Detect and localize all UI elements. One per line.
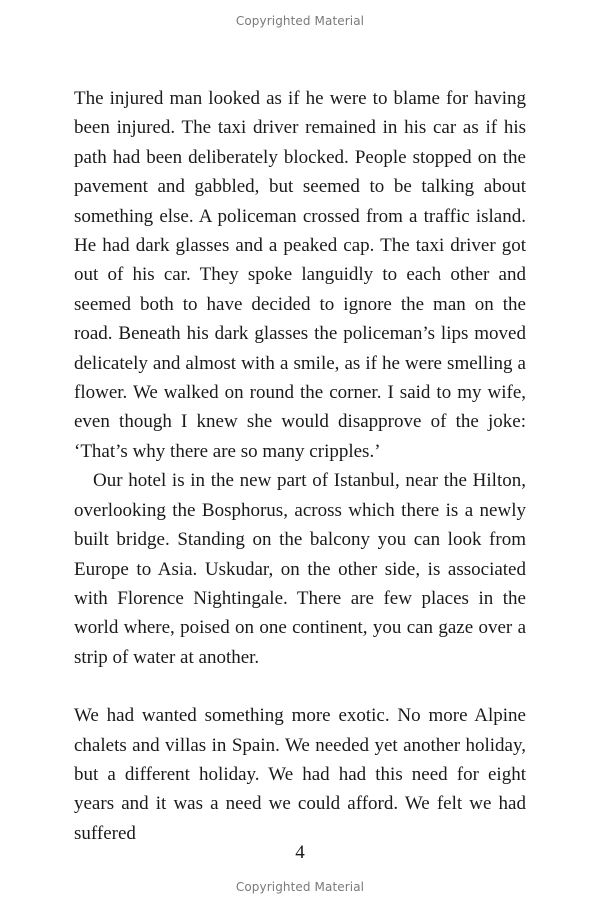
page-number: 4 (295, 842, 305, 863)
paragraph-3: We had wanted something more exotic. No more Alpine chalets and villas in Spain. We needed yet another holiday, but a different holiday. We had had this need for eight years and it was a need we could afford. We felt we had suffered (74, 705, 526, 844)
paragraph-2: Our hotel is in the new part of Istanbul, near the Hilton, overlooking the Bosphorus, across which there is a newly built bridge. Standing on the balcony you can look from Europe to Asia. Uskudar, on the other side, is associated with Florence Nightingale. There are few places in the world where, poised on one continent, you can gaze over a strip of water at another. (74, 470, 526, 668)
copyright-watermark-bottom: Copyrighted Material (235, 880, 365, 894)
paragraph-1: The injured man looked as if he were to blame for having been injured. The taxi driver remained in his car as if his path had been deliberately blocked. People stopped on the pavement and gabbled, but seemed to be talking about something else. A policeman crossed from a traffic island. He had dark glasses and a peaked cap. The taxi driver got out of his car. They spoke languidly to each other and seemed both to have decided to ignore the man on the road. Beneath his dark glasses the policeman’s lips moved delicately and almost with a smile, as if he were smelling a flower. We walked on round the corner. I said to my wife, even though I knew she would disapprove of the joke: ‘That’s why there are so many cripples.’ (74, 88, 526, 462)
page-body (74, 84, 526, 848)
copyright-watermark-top: Copyrighted Material (235, 14, 365, 28)
